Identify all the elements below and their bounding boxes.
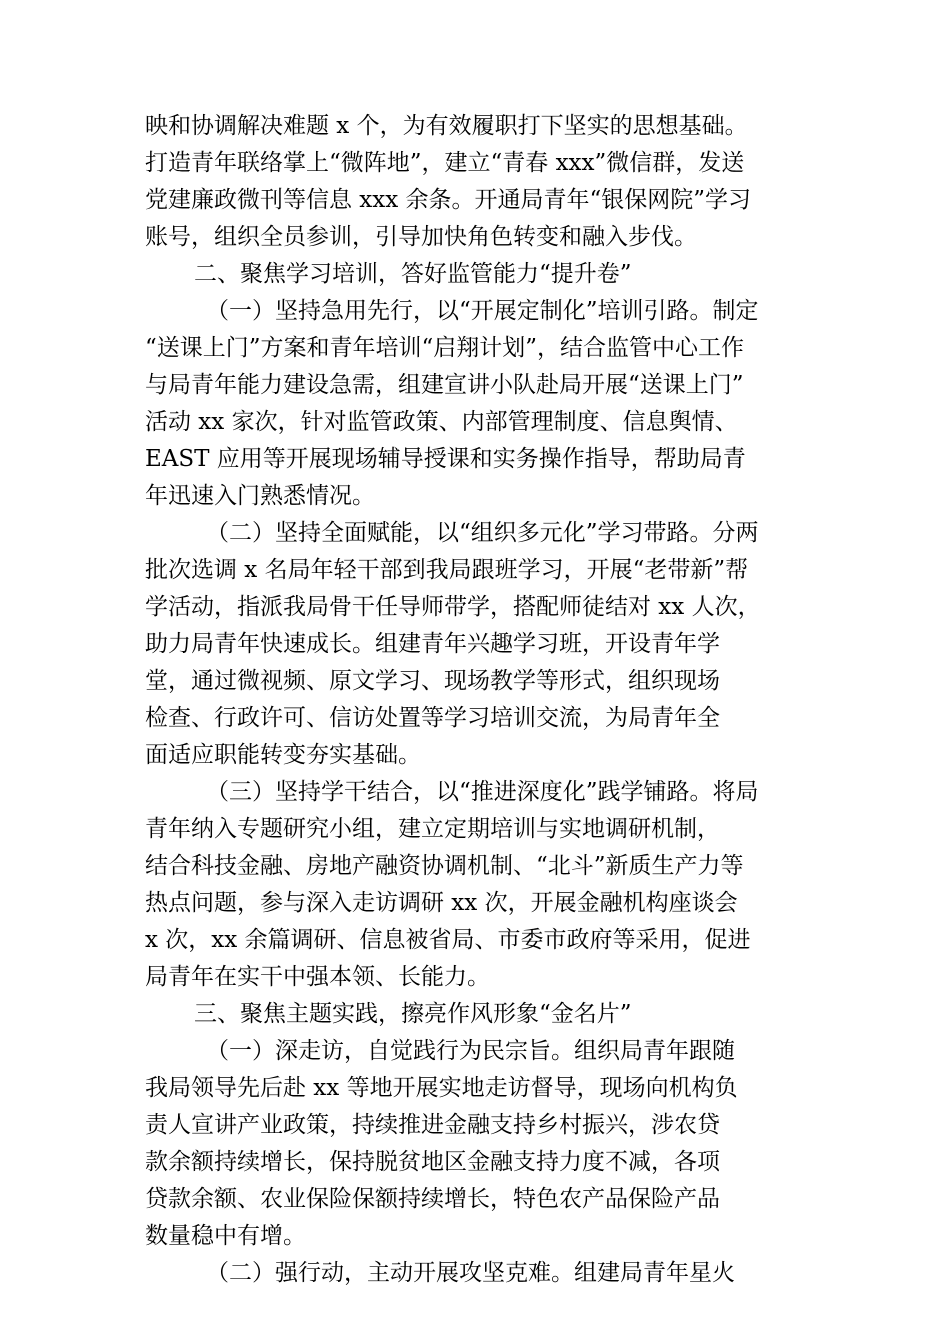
text-line: 助力局青年快速成长。组建青年兴趣学习班，开设青年学 [145, 631, 720, 657]
text-line: 热点问题，参与深入走访调研 xx 次，开展金融机构座谈会 [145, 890, 738, 916]
text-line: 贷款余额、农业保险保额持续增长，特色农产品保险产品 [145, 1186, 720, 1212]
text-line: 结合科技金融、房地产融资协调机制、“北斗”新质生产力等 [145, 853, 744, 879]
text-line: 青年纳入专题研究小组，建立定期培训与实地调研机制， [145, 816, 720, 842]
paragraph-first-line: （一）坚持急用先行，以“开展定制化”培训引路。制定 [206, 298, 759, 324]
text-line: 批次选调 x 名局年轻干部到我局跟班学习，开展“老带新”帮 [145, 557, 749, 583]
paragraph-first-line: （二）坚持全面赋能，以“组织多元化”学习带路。分两 [206, 520, 759, 546]
text-line: 年迅速入门熟悉情况。 [145, 483, 375, 509]
text-line: 面适应职能转变夯实基础。 [145, 742, 421, 768]
text-line: 责人宣讲产业政策，持续推进金融支持乡村振兴，涉农贷 [145, 1112, 720, 1138]
text-line: 学活动，指派我局骨干任导师带学，搭配师徒结对 xx 人次， [145, 594, 761, 620]
text-line: EAST 应用等开展现场辅导授课和实务操作指导，帮助局青 [145, 446, 746, 472]
section-heading: 三、聚焦主题实践，擦亮作风形象“金名片” [194, 1001, 632, 1027]
paragraph-first-line: （二）强行动，主动开展攻坚克难。组建局青年星火 [206, 1260, 735, 1286]
text-line: 数量稳中有增。 [145, 1223, 306, 1249]
text-line: 活动 xx 家次，针对监管政策、内部管理制度、信息舆情、 [145, 409, 738, 435]
text-line: “送课上门”方案和青年培训“启翔计划”，结合监管中心工作 [145, 335, 745, 361]
paragraph-first-line: （三）坚持学干结合，以“推进深度化”践学铺路。将局 [206, 779, 759, 805]
text-line: 映和协调解决难题 x 个，为有效履职打下坚实的思想基础。 [145, 113, 748, 139]
text-line: 款余额持续增长，保持脱贫地区金融支持力度不减，各项 [145, 1149, 720, 1175]
text-line: 堂，通过微视频、原文学习、现场教学等形式，组织现场 [145, 668, 720, 694]
text-line: 我局领导先后赴 xx 等地开展实地走访督导，现场向机构负 [145, 1075, 738, 1101]
text-line: x 次，xx 余篇调研、信息被省局、市委市政府等采用，促进 [145, 927, 751, 953]
text-line: 账号，组织全员参训，引导加快角色转变和融入步伐。 [145, 224, 697, 250]
section-heading: 二、聚焦学习培训，答好监管能力“提升卷” [194, 261, 632, 287]
text-line: 与局青年能力建设急需，组建宣讲小队赴局开展“送课上门” [145, 372, 744, 398]
text-line: 检查、行政许可、信访处置等学习培训交流，为局青年全 [145, 705, 720, 731]
text-line: 局青年在实干中强本领、长能力。 [145, 964, 490, 990]
text-line: 党建廉政微刊等信息 xxx 余条。开通局青年“银保网院”学习 [145, 187, 752, 213]
paragraph-first-line: （一）深走访，自觉践行为民宗旨。组织局青年跟随 [206, 1038, 735, 1064]
text-line: 打造青年联络掌上“微阵地”，建立“青春 xxx”微信群，发送 [145, 150, 745, 176]
document-body [145, 108, 813, 1292]
